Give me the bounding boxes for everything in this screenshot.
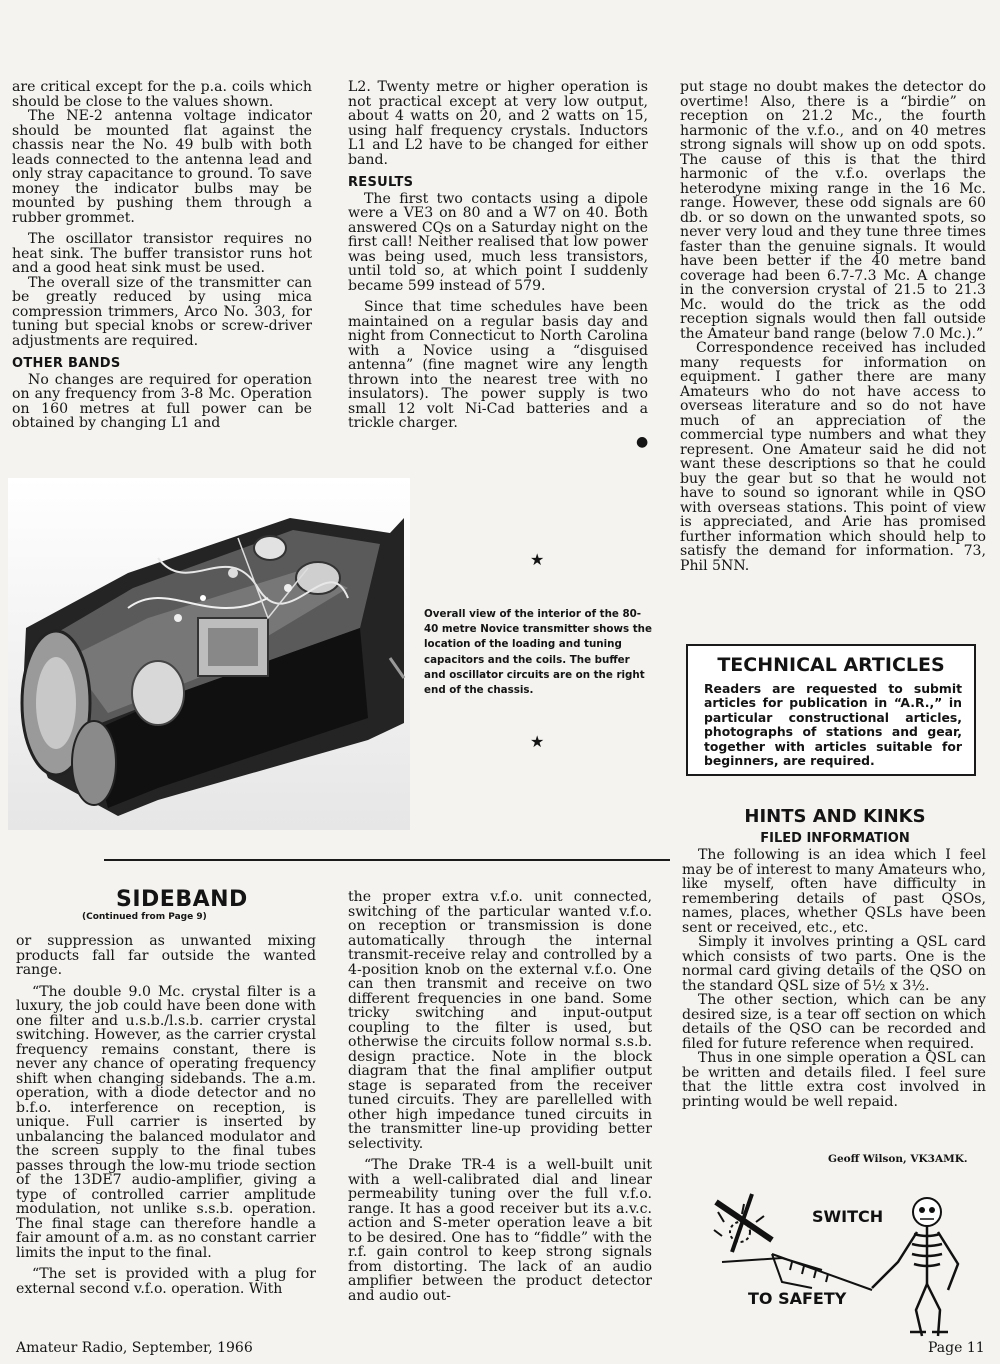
section-divider [104, 859, 670, 861]
paragraph: are critical except for the p.a. coils which should be close to the values shown. [12, 79, 312, 110]
footer-page-number: Page 11 [928, 1340, 985, 1356]
star-ornament: ★ [530, 550, 545, 569]
hints-and-kinks-title: HINTS AND KINKS [744, 806, 926, 827]
star-ornament: ★ [530, 732, 545, 751]
paragraph: The other section, which can be any desired size, is a tear off section on which details of the QSO can be recorded and filed for future reference when required. [682, 992, 986, 1052]
switch-to-safety-cartoon [712, 1192, 982, 1340]
paragraph: The NE-2 antenna voltage indicator should be mounted flat against the chassis near the No. 49 bulb with both leads connected to the antenna lead and only stray capacitance to ground. To save money the indicator bulbs may be mounted by pushing them through a rubber grommet. [12, 108, 312, 226]
sideband-title: SIDEBAND [116, 887, 248, 912]
photo-caption: Overall view of the interior of the 80-40 metre Novice transmitter shows the location of the loading and tuning capacitors and the coils. The buffer and oscillator circuits are on the right end of the chassis. [424, 608, 652, 697]
paragraph: “The Drake TR-4 is a well-built unit with a well-calibrated dial and linear permeability tuning over the full v.f.o. range. It has a good receiver but its a.v.c. action and S-meter operation leave a bit to be desired. One has to “fiddle” with the r.f. gain control to keep strong signals from distorting. The lack of an audio amplifier between the product detector and audio out- [348, 1157, 652, 1304]
column-1 [12, 80, 312, 431]
technical-articles-body: Readers are requested to submit articles for publication in “A.R.,” in particular constructional articles, photographs of stations and gear, together with articles suitable for beginners, are required. [704, 681, 962, 769]
footer-publication: Amateur Radio, September, 1966 [16, 1340, 253, 1356]
column-3 [680, 80, 986, 573]
author-signature: Geoff Wilson, VK3AMK. [828, 1153, 968, 1165]
transmitter-chassis-image [8, 478, 410, 830]
paragraph: “The set is provided with a plug for external second v.f.o. operation. With [16, 1266, 316, 1297]
paragraph: put stage no doubt makes the detector do overtime! Also, there is a “birdie” on reception on 21.2 Mc., the fourth harmonic of the v.f.o., and on 40 metres strong signals will show up on odd spots. The cause of this is that the third harmonic of the v.f.o. overlaps the heterodyne mixing range in the 16 Mc. range. However, these odd signals are 60 db. or so down on the unwanted spots, so never very loud and they tune three times faster than the genuine signals. It would have been better if the 40 metre band coverage had been 6.7-7.3 Mc. A change in the conversion crystal of 21.5 to 21.3 Mc. would do the trick as the odd reception signals would then fall outside the Amateur band range (below 7.0 Mc.).” [680, 79, 986, 342]
paragraph: the proper extra v.f.o. unit connected, switching of the particular wanted v.f.o. on reception or transmission is done automatically through the internal transmit-receive relay and controlled by a 4-position knob on the external v.f.o. One can then transmit and receive on two different frequencies in one band. Some tricky switching and input-output coupling to the filter is used, but otherwise the circuits follow normal s.s.b. design practice. Note in the block diagram that the final amplifier output stage is separated from the receiver tuned circuits. They are parellelled with other high impedance tuned circuits in the transmitter line-up providing better selectivity. [348, 889, 652, 1152]
sideband-continued-note: (Continued from Page 9) [82, 912, 207, 922]
paragraph: “The double 9.0 Mc. crystal filter is a luxury, the job could have been done with one filter and u.s.b./l.s.b. carrier crystal switching. However, as the carrier crystal frequency remains constant, there is never any chance of operating frequency shift when changing sidebands. The a.m. operation, with a diode detector and no b.f.o. interference on reception, is unique. Full carrier is inserted by unbalancing the balanced modulator and the screen supply to the final tubes passes through the low-mu triode section of the 13DE7 audio-amplifier, giving a type of controlled carrier amplitude modulation, not unlike s.s.b. operation. The final stage can therefore handle a fair amount of a.m. as no constant carrier limits the input to the final. [16, 983, 316, 1261]
technical-articles-box [686, 644, 976, 776]
technical-articles-title: TECHNICAL ARTICLES [717, 654, 945, 676]
column-2 [348, 80, 648, 431]
paragraph: Since that time schedules have been maintained on a regular basis day and night from Connecticut to North Carolina with a Novice using a “disguised antenna” (fine magnet wire any length thrown into the nearest tree with no insulators). The power supply is two small 12 volt Ni-Cad batteries and a trickle charger. [348, 299, 648, 431]
cartoon-bottom-text: TO SAFETY [748, 1289, 847, 1308]
paragraph: The following is an idea which I feel may be of interest to many Amateurs who, like myself, often have difficulty in remembering details of past QSOs, names, places, whether QSLs have been sent or received, etc., etc. [682, 847, 986, 936]
paragraph: Thus in one simple operation a QSL can be written and details filed. I feel sure that the little extra cost involved in printing would be well repaid. [682, 1050, 986, 1110]
sideband-column-1 [16, 934, 316, 1296]
paragraph: The first two contacts using a dipole were a VE3 on 80 and a W7 on 40. Both answered CQs on a Saturday night on the first call! Neither realised that low power was being used, much less transistors, until told so, at which point I suddenly became 599 instead of 579. [348, 190, 648, 294]
paragraph: L2. Twenty metre or higher operation is not practical except at very low output, about 4 watts on 20, and 2 watts on 15, using half frequency crystals. Inductors L1 and L2 have to be changed for either band. [348, 79, 648, 168]
paragraph: The overall size of the transmitter can be greatly reduced by using mica compression trimmers, Arco No. 303, for tuning but special knobs or screw-driver adjustments are required. [12, 274, 312, 349]
filed-information-subtitle: FILED INFORMATION [760, 831, 910, 846]
skeleton-switch-illustration [712, 1192, 982, 1340]
cartoon-top-text: SWITCH [812, 1207, 884, 1226]
paragraph: Simply it involves printing a QSL card which consists of two parts. One is the normal card giving details of the QSO on the standard QSL size of 5½ x 3½. [682, 934, 986, 994]
end-of-article-mark: ● [636, 434, 649, 450]
hints-column [682, 848, 986, 1109]
paragraph: or suppression as unwanted mixing products fall far outside the wanted range. [16, 933, 316, 978]
paragraph: The oscillator transistor requires no heat sink. The buffer transistor runs hot and a good heat sink must be used. [12, 231, 312, 276]
heading-other-bands: OTHER BANDS [12, 356, 121, 371]
transmitter-photo [8, 478, 410, 830]
sideband-column-2 [348, 890, 652, 1303]
paragraph: Correspondence received has included many requests for information on equipment. I gather there are many Amateurs who do not have access to overseas literature and so do not have much of an appreciation of the commercial type numbers and what they represent. One Amateur said he did not want these descriptions so that he could buy the gear but so that he would not have to sound so ignorant while in QSO with overseas stations. This point of view is appreciated, and Arie has promised further information which should help to satisfy the demand for information. 73, Phil 5NN. [680, 340, 986, 574]
paragraph: No changes are required for operation on any frequency from 3-8 Mc. Operation on 160 metres at full power can be obtained by changing L1 and [12, 371, 312, 431]
heading-results: RESULTS [348, 175, 414, 190]
